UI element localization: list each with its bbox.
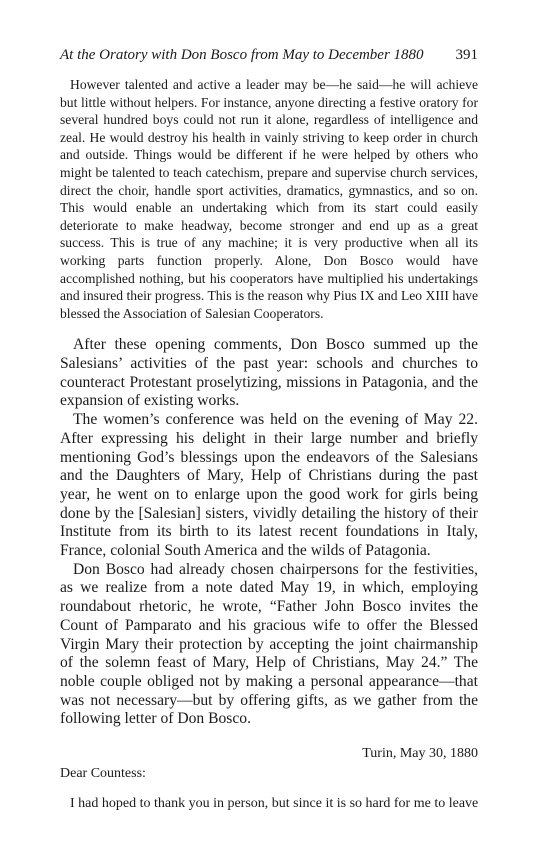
book-page xyxy=(60,46,478,813)
letter xyxy=(60,745,478,813)
body-paragraph: After these opening comments, Don Bosco summed up the Salesians’ activities of the past year: schools and churches to counteract Protestant proselytizing, missions in Patagonia, and the expansion of existing works. xyxy=(60,336,478,410)
letter-first-line: I had hoped to thank you in person, but since it is so hard for me to leave xyxy=(70,796,478,812)
body-paragraph: The women’s conference was held on the evening of May 22. After expressing his delight in their large number and briefly mentioning God’s blessings upon the endeavors of the Salesians and the Daughters of Mary, Help of Christians during the past year, he went on to enlarge upon the good work for girls being done by the [Salesian] sisters, vividly detailing the history of their Institute from its birth to its latest recent foundations in Italy, France, colonial South America and the wilds of Patagonia. xyxy=(60,411,478,560)
running-title: At the Oratory with Don Bosco from May to December 1880 xyxy=(60,47,424,63)
letter-salutation: Dear Countess: xyxy=(60,766,146,782)
body-text xyxy=(60,336,478,729)
page-header xyxy=(60,46,478,64)
quoted-speech-paragraph: However talented and active a leader may be—he said—he will achieve but little without helpers. For instance, anyone directing a festive oratory for several hundred boys could not run it alone, regardless of intelligence and zeal. He would destroy his health in vainly striving to keep order in church and outside. Things would be different if he were helped by others who might be talented to teach catechism, prepare and supervise church services, direct the choir, handle sport activities, dramatics, gymnastics, and so on. This would enable an undertaking which from its start could easily deteriorate to make headway, become stronger and end up as a great success. This is true of any machine; it is very productive when all its working parts function properly. Alone, Don Bosco would have accomplished nothing, but his cooperators have multiplied his undertakings and insured their progress. This is the reason why Pius IX and Leo XIII have blessed the Association of Salesian Cooperators. xyxy=(60,77,478,321)
body-paragraph: Don Bosco had already chosen chairpersons for the festivities, as we realize from a note dated May 19, in which, employing roundabout rhetoric, he wrote, “Father John Bosco invites the Count of Pamparato and his gracious wife to offer the Blessed Virgin Mary their protection by accepting the joint chairmanship of the solemn feast of Mary, Help of Christians, May 24.” The noble couple obliged not by making a personal appearance—that was not necessary—but by offering gifts, as we gather from the following letter of Don Bosco. xyxy=(60,560,478,728)
page-number: 391 xyxy=(455,47,478,63)
letter-dateline: Turin, May 30, 1880 xyxy=(362,746,478,762)
